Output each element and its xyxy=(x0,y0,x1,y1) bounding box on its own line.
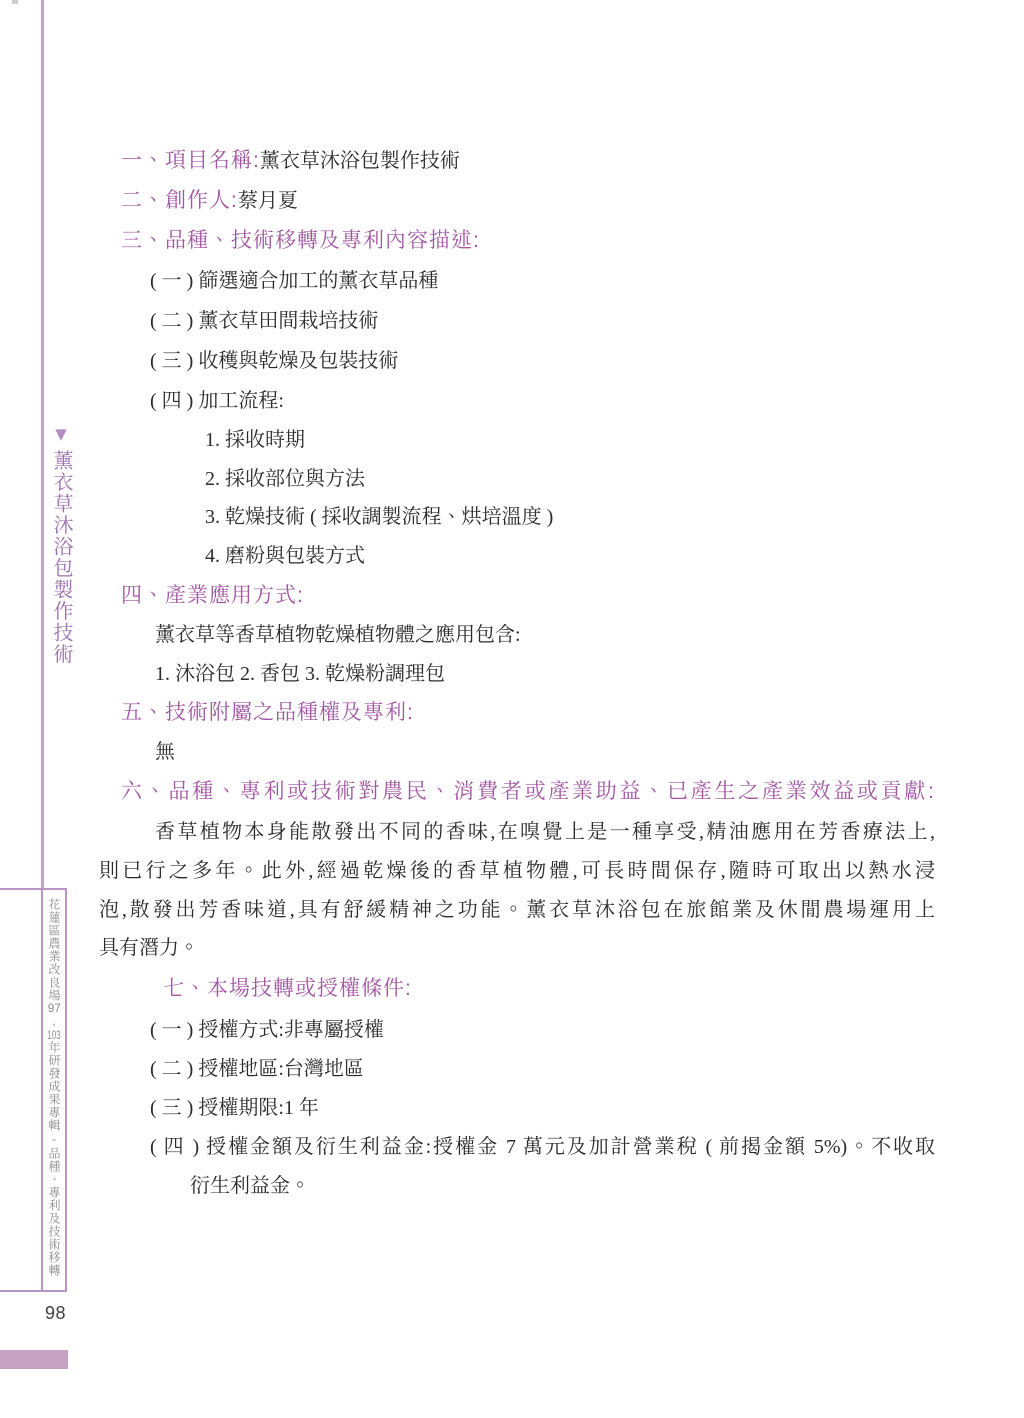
paragraph-line: 則已行之多年。此外,經過乾燥後的香草植物體,可長時間保存,隨時可取出以熱水浸 xyxy=(99,860,935,882)
list-item: ( 二 ) 薰衣草田間栽培技術 xyxy=(150,310,379,332)
heading-value: 薰衣草沐浴包製作技術 xyxy=(259,150,460,172)
list-item-continuation: 衍生利益金。 xyxy=(190,1175,310,1197)
heading-label: 三、品種、技術移轉及專利內容描述: xyxy=(121,229,480,252)
left-vertical-rule xyxy=(41,0,44,888)
edition-year-start: 97 xyxy=(47,1002,61,1014)
numbered-item: 4. 磨粉與包裝方式 xyxy=(205,545,365,567)
edition-year-end: 103 xyxy=(47,1029,61,1041)
numbered-item: 1. 採收時期 xyxy=(205,429,305,451)
heading-value: 蔡月夏 xyxy=(237,190,298,212)
list-item: ( 三 ) 授權期限:1 年 xyxy=(150,1097,319,1119)
edition-vertical-text xyxy=(43,898,65,1277)
section-heading-3 xyxy=(121,229,480,253)
edition-part2: 年研發成果專輯-品種、專利及技術移轉 xyxy=(47,1041,61,1277)
page-edge-mark xyxy=(12,0,18,4)
body-line: 無 xyxy=(155,741,175,763)
section-heading-7: 七、本場技轉或授權條件: xyxy=(163,977,412,1000)
page-number: 98 xyxy=(45,1303,67,1323)
paragraph-line: 泡,散發出芳香味道,具有舒緩精神之功能。薰衣草沐浴包在旅館業及休閒農場運用上 xyxy=(99,899,935,921)
body-line: 薰衣草等香草植物乾燥植物體之應用包含: xyxy=(155,624,521,646)
paragraph-line: 香草植物本身能散發出不同的香味,在嗅覺上是一種享受,精油應用在芳香療法上, xyxy=(155,821,935,843)
chapter-side-tab xyxy=(46,427,76,665)
list-item: ( 四 ) 加工流程: xyxy=(150,390,284,412)
list-item: ( 一 ) 篩選適合加工的薰衣草品種 xyxy=(150,270,439,292)
section-heading-5: 五、技術附屬之品種權及專利: xyxy=(121,701,414,724)
edition-box-bottom-rule xyxy=(0,1290,41,1292)
section-heading-4: 四、產業應用方式: xyxy=(121,584,304,607)
footer-accent-bar xyxy=(0,1350,68,1369)
section-heading-1 xyxy=(121,149,460,173)
heading-label: 一、項目名稱: xyxy=(121,149,260,172)
triangle-down-icon: ▼ xyxy=(55,425,67,443)
section-heading-2 xyxy=(121,189,298,213)
list-item: ( 四 ) 授權金額及衍生利益金:授權金 7 萬元及加計營業稅 ( 前揭金額 5%)。不收取 xyxy=(150,1136,935,1158)
section-heading-6: 六、品種、專利或技術對農民、消費者或產業助益、已產生之產業效益或貢獻: xyxy=(121,780,935,803)
paragraph-line: 具有潛力。 xyxy=(99,937,199,959)
chapter-title-vertical: 薰衣草沐浴包製作技術 xyxy=(50,450,72,665)
edition-vertical-box xyxy=(41,888,67,1292)
heading-label: 二、創作人: xyxy=(121,189,238,212)
edition-part1: 花蓮區農業改良場 xyxy=(47,898,61,1002)
body-line: 1. 沐浴包 2. 香包 3. 乾燥粉調理包 xyxy=(155,663,445,685)
edition-comma: , xyxy=(47,1014,61,1029)
edition-box-top-rule xyxy=(0,888,41,890)
numbered-item: 2. 採收部位與方法 xyxy=(205,468,365,490)
list-item: ( 三 ) 收穫與乾燥及包裝技術 xyxy=(150,350,399,372)
numbered-item: 3. 乾燥技術 ( 採收調製流程、烘培溫度 ) xyxy=(205,506,554,528)
list-item: ( 一 ) 授權方式:非專屬授權 xyxy=(150,1019,384,1041)
list-item: ( 二 ) 授權地區:台灣地區 xyxy=(150,1058,364,1080)
